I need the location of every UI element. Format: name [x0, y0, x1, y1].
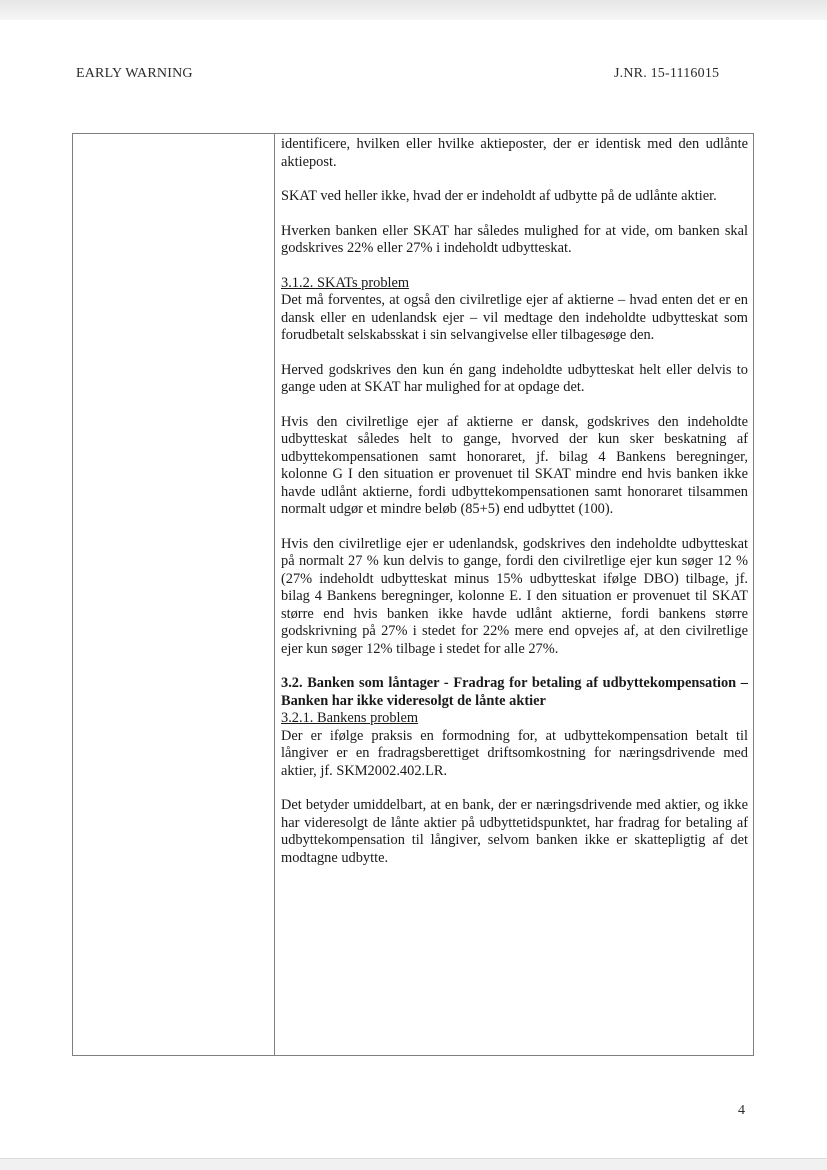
scan-bottom-edge [0, 1158, 827, 1170]
paragraph: Det må forventes, at også den civilretlige ejer af aktierne – hvad enten det er en dansk eller en udenlandsk ejer – vil medtage den indeholdte udbytteskat som forudbetalt selskabsskat i sin selvangivelse eller tilbagesøge den. [281, 292, 748, 343]
section-heading-3-2: 3.2. Banken som låntager - Fradrag for betaling af udbyttekompensation – Banken har ikke videresolgt de lånte aktier [281, 675, 748, 709]
paragraph: Hvis den civilretlige ejer af aktierne er dansk, godskrives den indeholdte udbytteskat således helt to gange, hvorved der kun sker beskatning af udbyttekompensationen samt honoraret, jf. bilag 4 Bankens beregninger, kolonne G I den situation er provenuet til SKAT mindre end hvis banken ikke havde udlånt aktierne, fordi udbyttekompensationen samt honoraret tilsammen normalt udgør et mindre beløb (85+5) end udbyttet (100). [281, 413, 748, 517]
table-right-cell [281, 136, 748, 867]
header-title: EARLY WARNING [76, 66, 193, 81]
scan-top-edge [0, 0, 827, 20]
paragraph: identificere, hvilken eller hvilke aktieposter, der er identisk med den udlånte aktiepost. [281, 136, 748, 170]
header-journal-number: J.NR. 15-1116015 [614, 66, 720, 81]
subsection-heading-3-2-1: 3.2.1. Bankens problem [281, 710, 419, 726]
table-column-divider [274, 133, 275, 1056]
paragraph: Hvis den civilretlige ejer er udenlandsk, godskrives den indeholdte udbytteskat på normalt 27 % kun delvis to gange, fordi den civilretlige ejer kun søger 12 % (27% indeholdt udbytteskat minus 15% udbytteskat ifølge DBO) tilbage, jf. bilag 4 Bankens beregninger, kolonne E. I den situation er provenuet til SKAT større end hvis banken ikke havde udlånt aktierne, fordi bankens større godskrivning på 27% i stedet for 22% mere end opvejes af, at den civilretlige ejer kun søger 12% tilbage i stedet for alle 27%. [281, 535, 748, 657]
paragraph: Herved godskrives den kun én gang indeholdte udbytteskat helt eller delvis to gange uden at SKAT har mulighed for at opdage det. [281, 361, 748, 395]
paragraph: Hverken banken eller SKAT har således mulighed for at vide, om banken skal godskrives 22% eller 27% i indeholdt udbytteskat. [281, 222, 748, 256]
paragraph: Det betyder umiddelbart, at en bank, der er næringsdrivende med aktier, og ikke har videresolgt de lånte aktier på udbyttetidspunktet, har fradrag for betaling af udbyttekompensation til långiver, selvom banken ikke er skattepligtig af det modtagne udbytte. [281, 797, 748, 866]
paragraph: SKAT ved heller ikke, hvad der er indeholdt af udbytte på de udlånte aktier. [281, 188, 717, 204]
subsection-heading-3-1-2: 3.1.2. SKATs problem [281, 274, 410, 291]
page-number: 4 [738, 1103, 745, 1118]
paragraph: Der er ifølge praksis en formodning for, at udbyttekompensation betalt til långiver er en fradragsberettiget driftsomkostning for næringsdrivende med aktier, jf. SKM2002.402.LR. [281, 727, 748, 779]
